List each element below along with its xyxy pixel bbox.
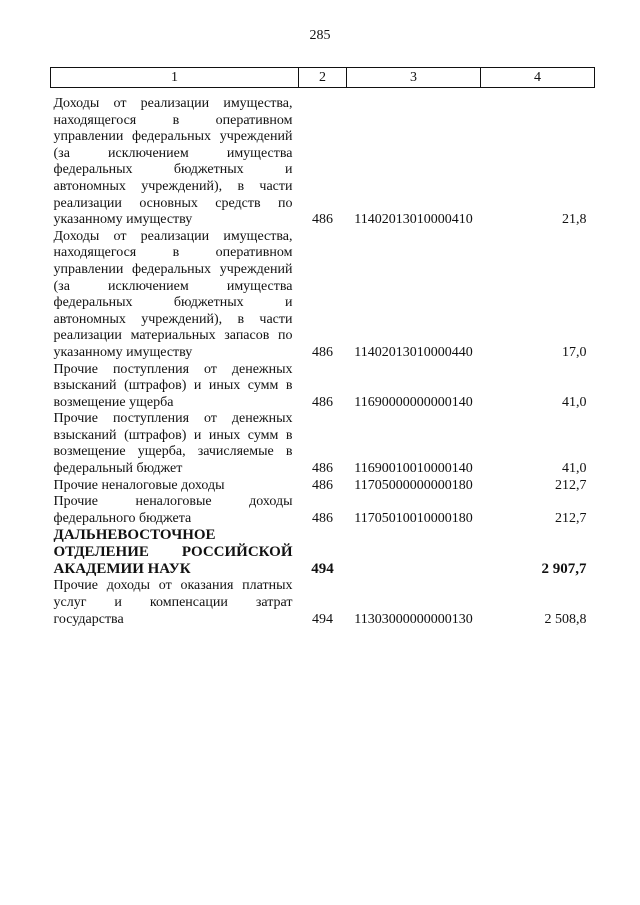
- table-row: [51, 411, 595, 477]
- revenue-table: [50, 67, 595, 628]
- table-row: [51, 578, 595, 628]
- table-row: [51, 494, 595, 527]
- row-admin-code: 486: [312, 344, 333, 360]
- row-name: Прочие неналоговые доходы федерального бюджета: [53, 494, 293, 526]
- row-kbk-code: 11705010010000180: [354, 510, 473, 526]
- page-number: 285: [309, 28, 331, 43]
- row-admin-code: 486: [312, 477, 333, 493]
- row-admin-code: 486: [312, 212, 333, 228]
- row-kbk-code: 11402013010000410: [354, 212, 473, 228]
- row-name: Прочие поступления от денежных взысканий (штрафов) и иных сумм в возмещение ущерба: [53, 361, 293, 410]
- row-name: Прочие доходы от оказания платных услуг и компенсации затрат государства: [53, 578, 293, 627]
- table-row: [51, 229, 595, 362]
- table-header-row: [51, 68, 595, 88]
- row-amount: 212,7: [555, 510, 587, 526]
- row-name: Прочие неналоговые доходы: [53, 477, 225, 493]
- row-name: Доходы от реализации имущества, находящегося в оперативном управлении федеральных учреждений (за исключением имущества федеральных бюджетных и автономных учреждений), в части реализации материальных запасов по указанному имуществу: [53, 228, 293, 360]
- row-amount: 21,8: [562, 212, 587, 228]
- row-amount: 17,0: [562, 344, 587, 360]
- row-kbk-code: [347, 527, 481, 578]
- table-row: [51, 478, 595, 495]
- table-row: [51, 88, 595, 229]
- header-col-4: 4: [481, 68, 595, 88]
- row-amount: 41,0: [562, 461, 587, 477]
- row-kbk-code: 11690010010000140: [354, 461, 473, 477]
- row-name: Прочие поступления от денежных взысканий (штрафов) и иных сумм в возмещение ущерба, зачисляемые в федеральный бюджет: [53, 411, 293, 477]
- row-kbk-code: 11303000000000130: [354, 611, 473, 627]
- row-admin-code: 486: [312, 510, 333, 526]
- row-amount: 2 907,7: [541, 561, 587, 578]
- row-amount: 2 508,8: [544, 611, 587, 627]
- row-name: Доходы от реализации имущества, находящегося в оперативном управлении федеральных учреждений (за исключением имущества федеральных бюджетных и автономных учреждений), в части реализации основных средств по указанному имуществу: [53, 96, 293, 228]
- header-col-2: 2: [299, 68, 347, 88]
- row-admin-code: 494: [312, 611, 333, 627]
- row-amount: 41,0: [562, 394, 587, 410]
- table-row-section-heading: [51, 527, 595, 578]
- header-col-1: 1: [51, 68, 299, 88]
- row-admin-code: 486: [312, 461, 333, 477]
- row-kbk-code: 11705000000000180: [354, 477, 473, 493]
- section-heading-name: ДАЛЬНЕВОСТОЧНОЕ ОТДЕЛЕНИЕ РОССИЙСКОЙ АКАДЕМИИ НАУК: [53, 527, 293, 578]
- table-row: [51, 362, 595, 412]
- header-col-3: 3: [347, 68, 481, 88]
- row-admin-code: 494: [311, 561, 334, 578]
- row-kbk-code: 11690000000000140: [354, 394, 473, 410]
- row-amount: 212,7: [555, 477, 587, 493]
- row-kbk-code: 11402013010000440: [354, 344, 473, 360]
- row-admin-code: 486: [312, 394, 333, 410]
